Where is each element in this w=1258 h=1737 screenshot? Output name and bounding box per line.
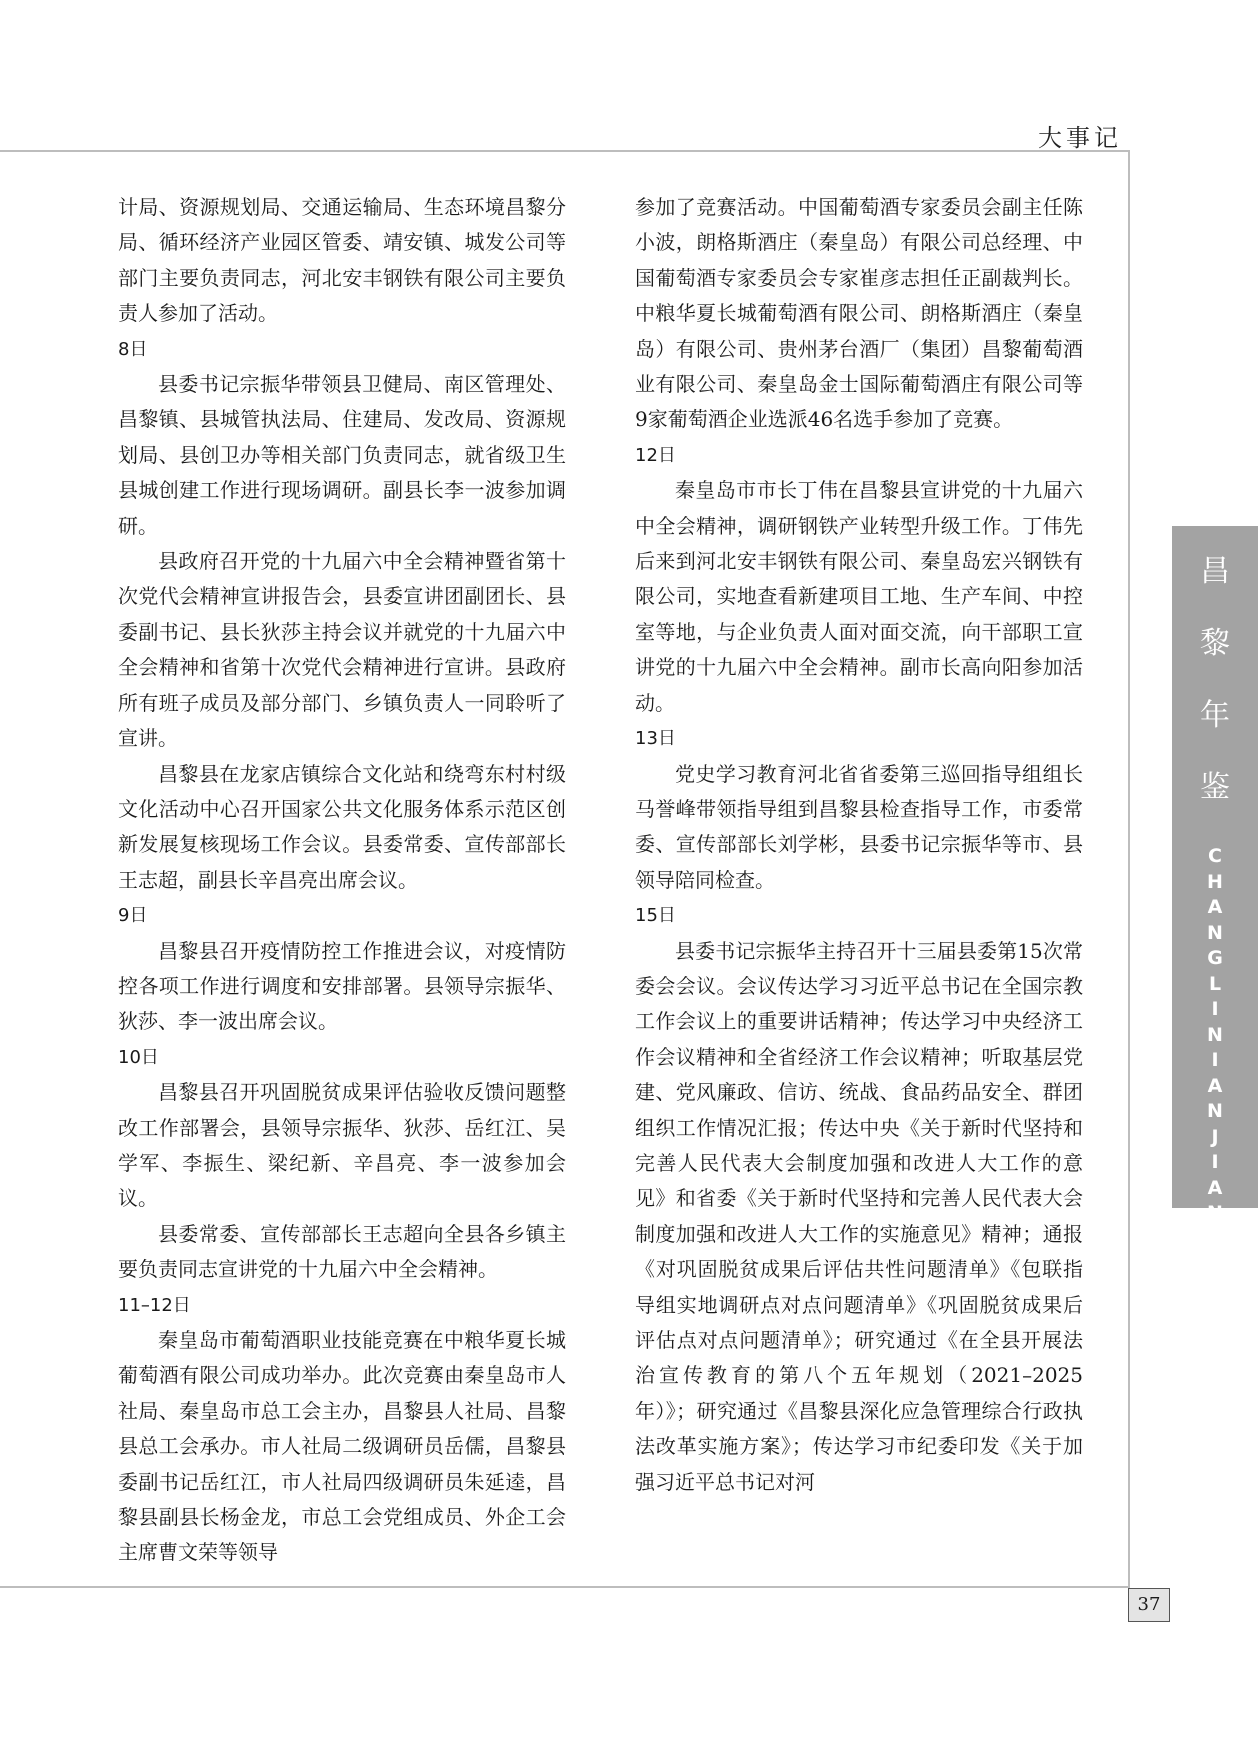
right-column [635,190,1083,1500]
frame-top-rule [0,150,1130,152]
paragraph: 秦皇岛市市长丁伟在昌黎县宣讲党的十九届六中全会精神，调研钢铁产业转型升级工作。丁伟先后来到河北安丰钢铁有限公司、秦皇岛宏兴钢铁有限公司，实地查看新建项目工地、生产车间、中控室等地，与企业负责人面对面交流，向干部职工宣讲党的十九届六中全会精神。副市长高向阳参加活动。 [635,478,1083,715]
paragraph: 昌黎县召开疫情防控工作推进会议，对疫情防控各项工作进行调度和安排部署。县领导宗振华、狄莎、李一波出席会议。 [118,938,566,1034]
date-heading: 9日 [118,905,148,927]
date-heading: 12日 [635,444,676,466]
paragraph: 昌黎县在龙家店镇综合文化站和绕弯东村村级文化活动中心召开国家公共文化服务体系示范区创新发展复核现场工作会议。县委常委、宣传部部长王志超，副县长辛昌亮出席会议。 [118,761,566,892]
sidebar-char: 年 [1200,698,1230,733]
sidebar-char: 昌 [1200,554,1230,589]
paragraph: 昌黎县召开巩固脱贫成果评估验收反馈问题整改工作部署会，县领导宗振华、狄莎、岳红江、吴学军、李振生、梁纪新、辛昌亮、李一波参加会议。 [118,1080,566,1211]
paragraph: 县委常委、宣传部部长王志超向全县各乡镇主要负责同志宣讲党的十九届六中全会精神。 [118,1221,566,1282]
paragraph: 参加了竞赛活动。中国葡萄酒专家委员会副主任陈小波，朗格斯酒庄（秦皇岛）有限公司总经理、中国葡萄酒专家委员会专家崔彦志担任正副裁判长。中粮华夏长城葡萄酒有限公司、朗格斯酒庄（秦皇岛）有限公司、贵州茅台酒厂（集团）昌黎葡萄酒业有限公司、秦皇岛金士国际葡萄酒庄有限公司等9家葡萄酒企业选派46名选手参加了竞赛。 [635,195,1083,432]
frame-bottom-rule [0,1586,1130,1588]
paragraph: 计局、资源规划局、交通运输局、生态环境昌黎分局、循环经济产业园区管委、靖安镇、城发公司等部门主要负责同志，河北安丰钢铁有限公司主要负责人参加了活动。 [118,195,566,326]
paragraph: 县委书记宗振华带领县卫健局、南区管理处、昌黎镇、县城管执法局、住建局、发改局、资源规划局、县创卫办等相关部门负责同志，就省级卫生县城创建工作进行现场调研。副县长李一波参加调研。 [118,372,566,538]
sidebar-english-title: C H A N G L I N I A N J I A N [1207,845,1223,1224]
frame-right-rule [1128,150,1130,1588]
paragraph: 县委书记宗振华主持召开十三届县委第15次常委会会议。会议传达学习习近平总书记在全国宗教工作会议上的重要讲话精神；传达学习中央经济工作会议精神和全省经济工作会议精神；听取基层党建、党风廉政、信访、统战、食品药品安全、群团组织工作情况汇报；传达中央《关于新时代坚持和完善人民代表大会制度加强和改进人大工作的意见》和省委《关于新时代坚持和完善人民代表大会制度加强和改进人大工作的实施意见》精神；通报《对巩固脱贫成果后评估共性问题清单》《包联指导组实地调研点对点问题清单》《巩固脱贫成果后评估点对点问题清单》；研究通过《在全县开展法治宣传教育的第八个五年规划（2021–2025年）》；研究通过《昌黎县深化应急管理综合行政执法改革实施方案》；传达学习市纪委印发《关于加强习近平总书记对河 [635,938,1083,1494]
date-heading: 13日 [635,728,676,750]
sidebar-tab [1172,526,1258,1224]
date-heading: 10日 [118,1046,159,1068]
section-title: 大事记 [1038,124,1122,152]
paragraph: 党史学习教育河北省省委第三巡回指导组组长马誉峰带领指导组到昌黎县检查指导工作，市委常委、宣传部部长刘学彬，县委书记宗振华等市、县领导陪同检查。 [635,761,1083,892]
left-column [118,190,566,1571]
date-heading: 15日 [635,905,676,927]
sidebar-char: 黎 [1200,626,1230,661]
paragraph: 秦皇岛市葡萄酒职业技能竞赛在中粮华夏长城葡萄酒有限公司成功举办。此次竞赛由秦皇岛市人社局、秦皇岛市总工会主办，昌黎县人社局、昌黎县总工会承办。市人社局二级调研员岳儒，昌黎县委副书记岳红江，市人社局四级调研员朱延逵，昌黎县副县长杨金龙，市总工会党组成员、外企工会主席曹文荣等领导 [118,1328,566,1565]
sidebar-char: 鉴 [1200,770,1230,805]
page-number: 37 [1128,1588,1170,1622]
paragraph: 县政府召开党的十九届六中全会精神暨省第十次党代会精神宣讲报告会，县委宣讲团副团长、县委副书记、县长狄莎主持会议并就党的十九届六中全会精神和省第十次党代会精神进行宣讲。县政府所有班子成员及部分部门、乡镇负责人一同聆听了宣讲。 [118,549,566,751]
date-heading: 8日 [118,338,148,360]
date-heading: 11–12日 [118,1294,191,1316]
